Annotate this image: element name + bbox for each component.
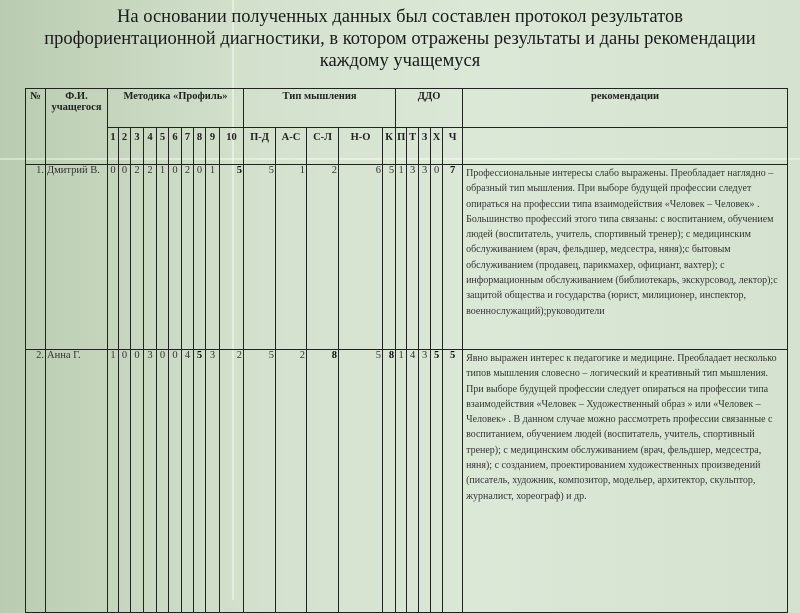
profile-col-header: 6 bbox=[169, 128, 182, 165]
profile-score: 5 bbox=[194, 350, 206, 613]
ddo-col-header: Х bbox=[431, 128, 443, 165]
profile-score: 2 bbox=[182, 165, 194, 350]
thinking-score: 6 bbox=[339, 165, 383, 350]
thinking-col-header: К bbox=[383, 128, 396, 165]
profile-score: 2 bbox=[220, 350, 244, 613]
header-profile: Методика «Профиль» bbox=[108, 89, 244, 128]
header-name: Ф.И. учащегося bbox=[46, 89, 108, 165]
profile-col-header: 7 bbox=[182, 128, 194, 165]
profile-score: 0 bbox=[194, 165, 206, 350]
student-name: Дмитрий В. bbox=[46, 165, 108, 350]
results-table bbox=[25, 88, 788, 613]
ddo-score: 7 bbox=[443, 165, 463, 350]
profile-score: 5 bbox=[220, 165, 244, 350]
thinking-score: 1 bbox=[276, 165, 307, 350]
profile-score: 0 bbox=[169, 165, 182, 350]
profile-score: 1 bbox=[157, 165, 169, 350]
table-row bbox=[26, 165, 788, 350]
thinking-col-header: А-С bbox=[276, 128, 307, 165]
header-thinking: Тип мышления bbox=[244, 89, 396, 128]
profile-score: 4 bbox=[182, 350, 194, 613]
ddo-score: 3 bbox=[407, 165, 419, 350]
thinking-col-header: С-Л bbox=[307, 128, 339, 165]
thinking-score: 5 bbox=[244, 165, 276, 350]
thinking-score: 5 bbox=[244, 350, 276, 613]
profile-score: 1 bbox=[108, 350, 119, 613]
row-number: 2. bbox=[26, 350, 46, 613]
thinking-score: 5 bbox=[383, 165, 396, 350]
recommendations-subheader bbox=[463, 128, 788, 165]
row-number: 1. bbox=[26, 165, 46, 350]
profile-col-header: 3 bbox=[131, 128, 144, 165]
profile-score: 3 bbox=[144, 350, 157, 613]
profile-score: 0 bbox=[119, 350, 131, 613]
ddo-score: 4 bbox=[407, 350, 419, 613]
profile-score: 0 bbox=[108, 165, 119, 350]
thinking-col-header: Н-О bbox=[339, 128, 383, 165]
header-ddo: ДДО bbox=[396, 89, 463, 128]
thinking-score: 8 bbox=[383, 350, 396, 613]
ddo-score: 1 bbox=[396, 165, 407, 350]
profile-col-header: 4 bbox=[144, 128, 157, 165]
ddo-score: 5 bbox=[431, 350, 443, 613]
profile-score: 0 bbox=[169, 350, 182, 613]
thinking-col-header: П-Д bbox=[244, 128, 276, 165]
slide-title: На основании полученных данных был составлен протокол результатов профориентационной диагностики, в котором отражены результаты и даны рекомендации каждому учащемуся bbox=[44, 7, 756, 71]
profile-col-header: 2 bbox=[119, 128, 131, 165]
profile-col-header: 10 bbox=[220, 128, 244, 165]
profile-score: 2 bbox=[131, 165, 144, 350]
subheader-row bbox=[26, 128, 788, 165]
thinking-score: 2 bbox=[307, 165, 339, 350]
recommendation-text: Профессиональные интересы слабо выражены. Преобладает наглядно – образный тип мышления. При выборе будущей профессии следует опираться на профессии типа взаимодействия «Человек – Человек» . Большинство профессий этого типа связаны: с воспитанием, обучением людей (воспитатель, учитель, спортивный тренер); с медицинским обслуживанием (врач, фельдшер, медсестра, няня);с бытовым обслуживанием (продавец, парикмахер, официант, вахтер); с информационным обслуживанием (библиотекарь, экскурсовод, лектор);с защитой общества и государства (юрист, милиционер, инспектор, военнослужащий);руководители bbox=[463, 165, 788, 350]
ddo-score: 0 bbox=[431, 165, 443, 350]
ddo-col-header: П bbox=[396, 128, 407, 165]
profile-score: 2 bbox=[144, 165, 157, 350]
profile-score: 0 bbox=[119, 165, 131, 350]
header-row bbox=[26, 89, 788, 128]
ddo-score: 5 bbox=[443, 350, 463, 613]
profile-col-header: 1 bbox=[108, 128, 119, 165]
table-row bbox=[26, 350, 788, 613]
profile-score: 1 bbox=[206, 165, 220, 350]
recommendation-text: Явно выражен интерес к педагогике и медицине. Преобладает несколько типов мышления словесно – логический и креативный тип мышления. При выборе будущей профессии следует опираться на профессии типа взаимодействия «Человек – Художественный образ » или «Человек – Человек» . В данном случае можно рассмотреть профессии связанные с воспитанием, обучением людей (воспитатель, учитель, спортивный тренер); с медицинским обслуживанием (врач, фельдшер, медсестра, няня); с созданием, проектированием художественных произведений (писатель, художник, композитор, модельер, архитектор, скульптор, журналист, хореограф) и др. bbox=[463, 350, 788, 613]
ddo-score: 3 bbox=[419, 165, 431, 350]
ddo-col-header: З bbox=[419, 128, 431, 165]
header-num: № bbox=[26, 89, 46, 165]
student-name: Анна Г. bbox=[46, 350, 108, 613]
ddo-col-header: Т bbox=[407, 128, 419, 165]
ddo-score: 1 bbox=[396, 350, 407, 613]
ddo-score: 3 bbox=[419, 350, 431, 613]
thinking-score: 2 bbox=[276, 350, 307, 613]
profile-score: 3 bbox=[206, 350, 220, 613]
thinking-score: 8 bbox=[307, 350, 339, 613]
thinking-score: 5 bbox=[339, 350, 383, 613]
profile-score: 0 bbox=[131, 350, 144, 613]
profile-col-header: 9 bbox=[206, 128, 220, 165]
profile-col-header: 5 bbox=[157, 128, 169, 165]
profile-score: 0 bbox=[157, 350, 169, 613]
ddo-col-header: Ч bbox=[443, 128, 463, 165]
profile-col-header: 8 bbox=[194, 128, 206, 165]
header-recommendations: рекомендации bbox=[463, 89, 788, 128]
